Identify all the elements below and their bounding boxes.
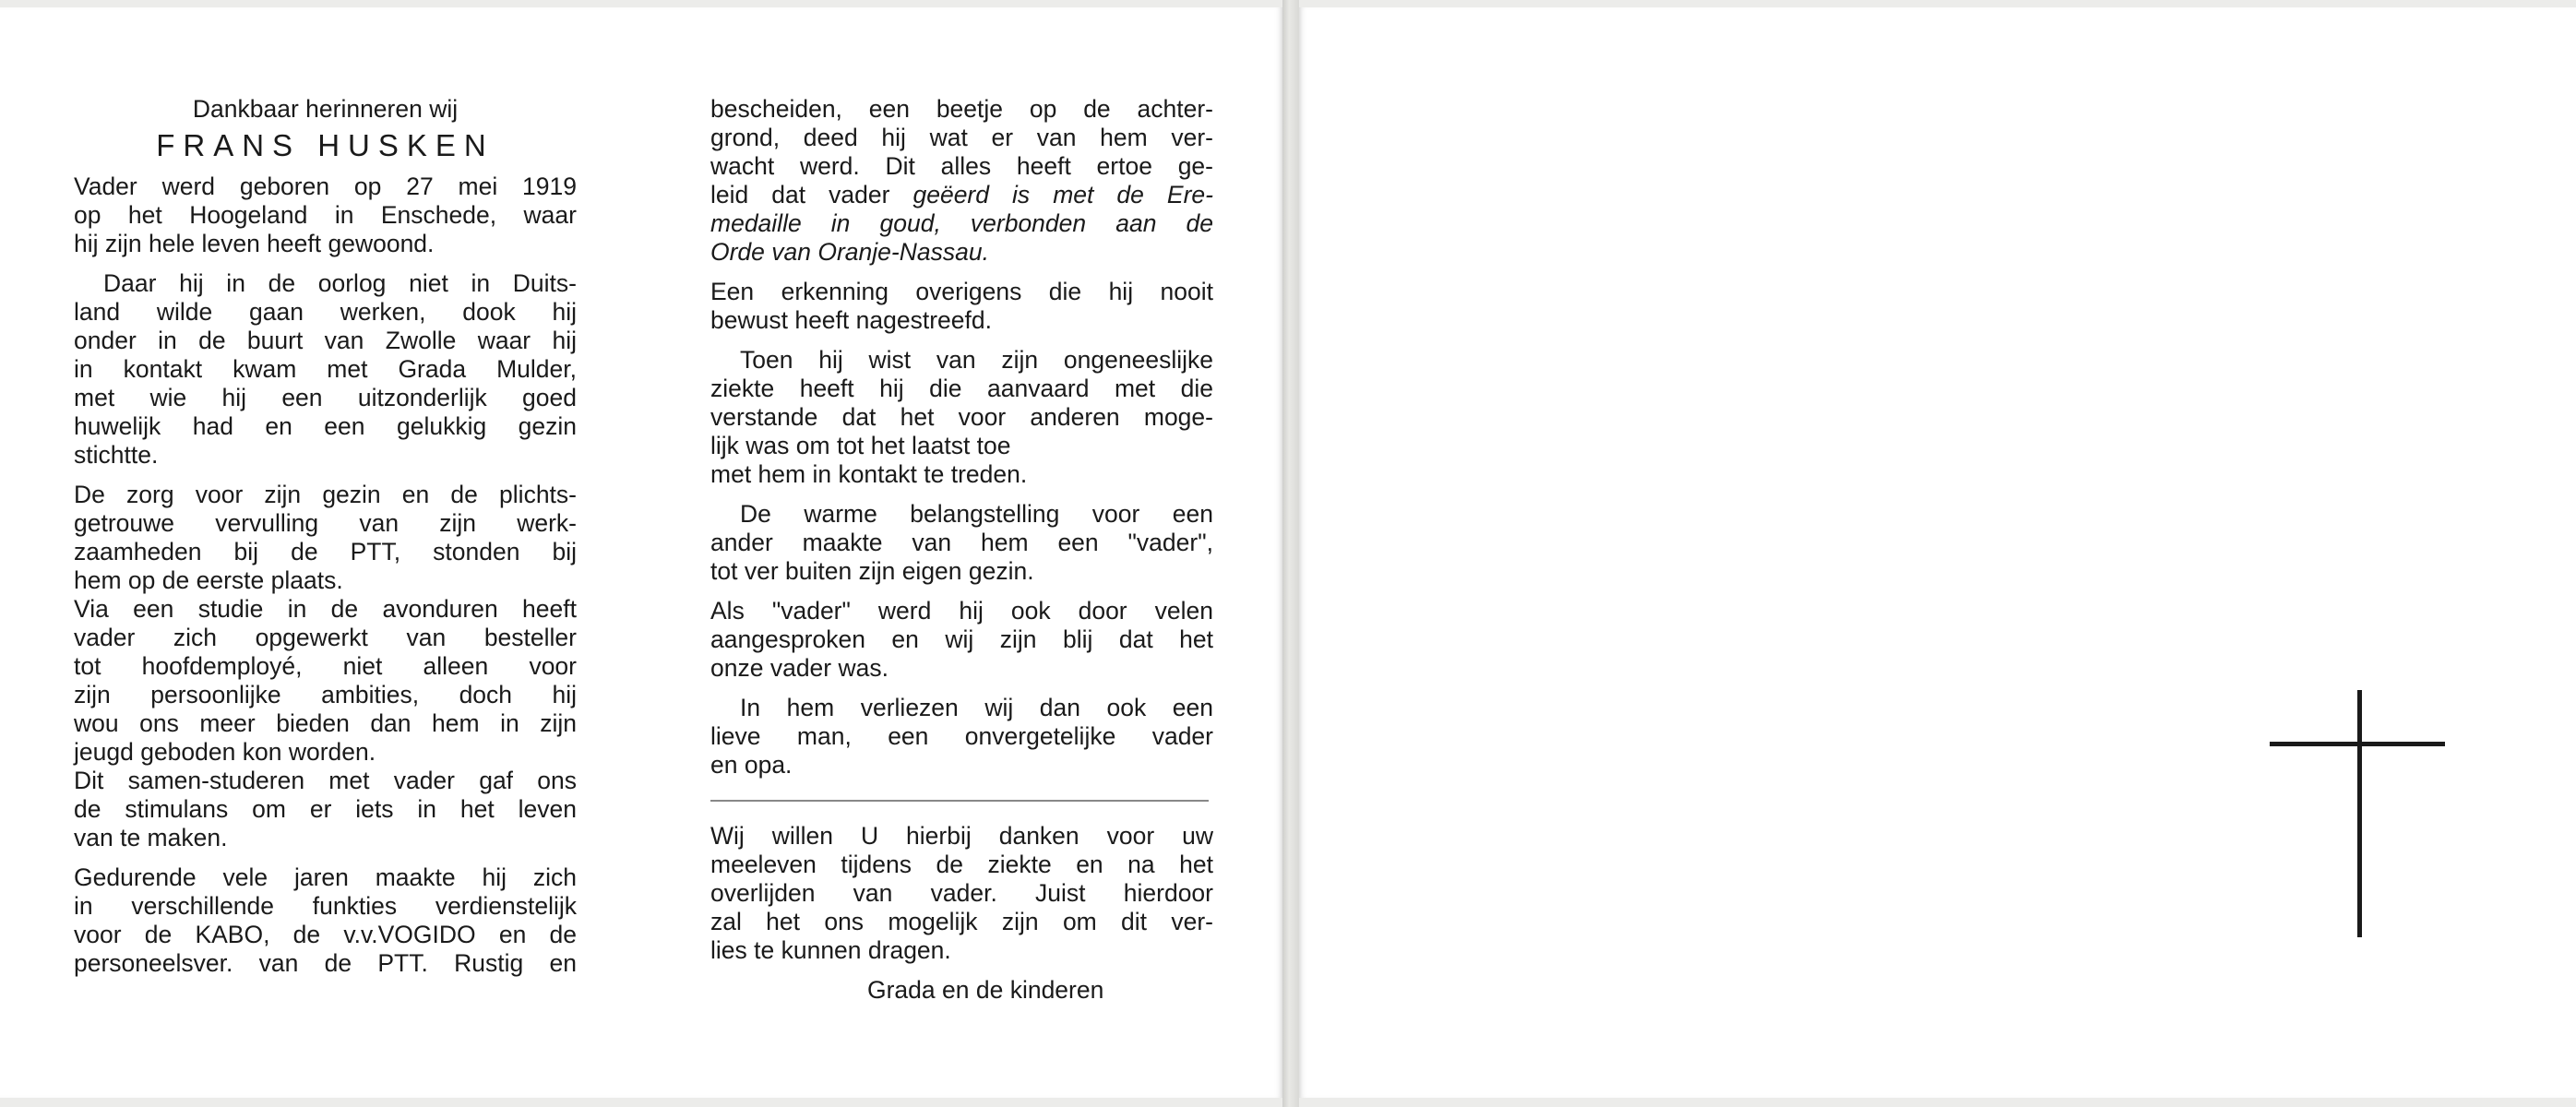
text-line: de stimulans om er iets in het leven: [74, 795, 577, 823]
text-line: overlijden van vader. Juist hierdoor: [710, 879, 1213, 907]
left-column: [74, 95, 577, 989]
text-line: zijn persoonlijke ambities, doch hij: [74, 681, 577, 708]
text-line: in verschillende funkties verdienstelijk: [74, 892, 577, 920]
paragraph-career: [74, 481, 577, 852]
text-line: personeelsver. van de PTT. Rustig en: [74, 949, 577, 977]
text-line: medaille in goud, verbonden aan de: [710, 209, 1213, 237]
text-line: De zorg voor zijn gezin en de plichts-: [74, 481, 577, 508]
text-line: met wie hij een uitzonderlijk goed: [74, 384, 577, 411]
text-line: getrouwe vervulling van zijn werk-: [74, 509, 577, 537]
paragraph-recognition: [710, 278, 1213, 335]
text-line: grond, deed hij wat er van hem ver-: [710, 124, 1213, 151]
right-column: [710, 95, 1213, 1005]
text-line: lieve man, een onvergetelijke vader: [710, 722, 1213, 750]
paragraph-functions: [74, 863, 577, 978]
text-line: zaamheden bij de PTT, stonden bij: [74, 538, 577, 565]
paragraph-modest: [710, 95, 1213, 267]
text-line: voor de KABO, de v.v.VOGIDO en de: [74, 921, 577, 948]
cross-icon: [2270, 690, 2445, 937]
signature: Grada en de kinderen: [867, 976, 1104, 1004]
text-line: Wij willen U hierbij danken voor uw: [710, 822, 1213, 850]
text-line: land wilde gaan werken, dook hij: [74, 298, 577, 326]
paragraph-illness: [710, 346, 1213, 489]
text-line: bescheiden, een beetje op de achter-: [710, 95, 1213, 123]
text-line: Toen hij wist van zijn ongeneeslijke: [740, 346, 1213, 374]
text-line: op het Hoogeland in Enschede, waar: [74, 201, 577, 229]
deceased-name: FRANS HUSKEN: [156, 128, 495, 162]
text-line: verstande dat het voor anderen moge-: [710, 403, 1213, 431]
card-left-page: [0, 7, 1282, 1098]
paragraph-interest: [710, 500, 1213, 586]
text-line: zal het ons mogelijk zijn om dit ver-: [710, 908, 1213, 935]
text-line: Dit samen-studeren met vader gaf ons: [74, 767, 577, 794]
text-line: onze vader was.: [710, 654, 888, 682]
text-line: hij zijn hele leven heeft gewoond.: [74, 230, 435, 257]
text-line: van te maken.: [74, 824, 228, 851]
cross-vertical-bar: [2357, 690, 2362, 937]
text-line: in kontakt kwam met Grada Mulder,: [74, 355, 577, 383]
text-line: In hem verliezen wij dan ook een: [740, 694, 1213, 721]
text-line: leid dat vader geëerd is met de Ere-: [710, 181, 1213, 208]
text-line: Gedurende vele jaren maakte hij zich: [74, 863, 577, 891]
text-line: jeugd geboden kon worden.: [74, 738, 376, 766]
paragraph-vader: [710, 597, 1213, 683]
text-line: Via een studie in de avonduren heeft: [74, 595, 577, 623]
text-line: De warme belangstelling voor een: [740, 500, 1213, 528]
text-line: wou ons meer bieden dan hem in zijn: [74, 709, 577, 737]
text-line: met hem in kontakt te treden.: [710, 460, 1028, 488]
paragraph-war: [74, 269, 577, 470]
text-line: lies te kunnen dragen.: [710, 936, 951, 964]
text-line: aangesproken en wij zijn blij dat het: [710, 625, 1213, 653]
text-line: ander maakte van hem een "vader",: [710, 529, 1213, 556]
text-line: huwelijk had en een gelukkig gezin: [74, 412, 577, 440]
card-fold: [1282, 0, 1299, 1107]
text-line: Orde van Oranje-Nassau.: [710, 238, 989, 266]
text-line: hem op de eerste plaats.: [74, 566, 343, 594]
intro-heading: Dankbaar herinneren wij: [192, 95, 459, 123]
text-line: lijk was om tot het laatst toe: [710, 432, 1011, 459]
text-line: Als "vader" werd hij ook door velen: [710, 597, 1213, 625]
cross-horizontal-bar: [2270, 742, 2445, 746]
text-line: onder in de buurt van Zwolle waar hij: [74, 327, 577, 354]
text-line: Vader werd geboren op 27 mei 1919: [74, 173, 577, 200]
paragraph-birth: [74, 173, 577, 258]
text-line: vader zich opgewerkt van besteller: [74, 624, 577, 651]
paragraph-thanks: [710, 822, 1213, 965]
text-line: stichtte.: [74, 441, 159, 469]
text-line: meeleven tijdens de ziekte en na het: [710, 851, 1213, 878]
text-line: Een erkenning overigens die hij nooit: [710, 278, 1213, 305]
paragraph-loss: [710, 694, 1213, 780]
divider-line: [710, 800, 1209, 802]
text-line: en opa.: [710, 751, 793, 779]
text-line: tot ver buiten zijn eigen gezin.: [710, 557, 1034, 585]
text-line: wacht werd. Dit alles heeft ertoe ge-: [710, 152, 1213, 180]
text-line: ziekte heeft hij die aanvaard met die: [710, 375, 1213, 402]
text-line: tot hoofdemployé, niet alleen voor: [74, 652, 577, 680]
text-line: Daar hij in de oorlog niet in Duits-: [103, 269, 577, 297]
text-line: bewust heeft nagestreefd.: [710, 306, 992, 334]
